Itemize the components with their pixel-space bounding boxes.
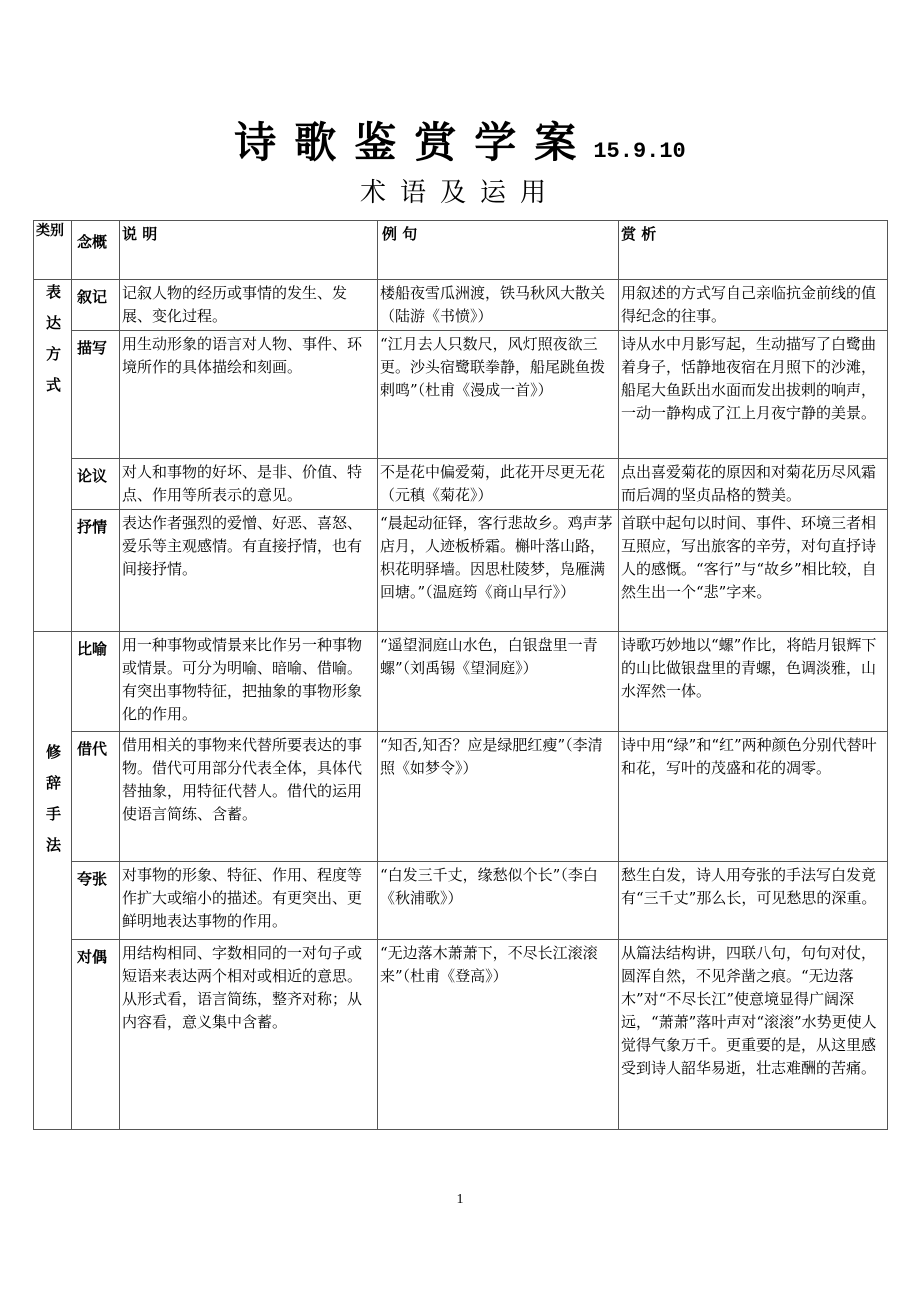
header-analysis: 赏 析 [619, 221, 888, 280]
category-label: 修辞手法 [44, 744, 62, 868]
concept-cell: 论议 [72, 459, 120, 510]
table-row [34, 331, 888, 459]
page-number: 1 [456, 1192, 464, 1207]
terms-table [33, 220, 888, 1130]
example-cell: “白发三千丈，缘愁似个长”（李白《秋浦歌》） [378, 862, 619, 940]
title-date: 15.9.10 [593, 139, 686, 164]
explanation-cell: 借用相关的事物来代替所要表达的事物。借代可用部分代表全体，具体代替抽象，用特征代替人。借代的运用使语言简练、含蓄。 [120, 732, 378, 862]
example-cell: 楼船夜雪瓜洲渡，铁马秋风大散关（陆游《书愤》） [378, 280, 619, 331]
table-row [34, 732, 888, 862]
category-label: 表达方式 [44, 284, 62, 408]
example-cell: “晨起动征铎，客行悲故乡。鸡声茅店月，人迹板桥霜。槲叶落山路，枳花明驿墙。因思杜陵梦，凫雁满回塘。”（温庭筠《商山早行》） [378, 510, 619, 632]
concept-cell: 叙记 [72, 280, 120, 331]
explanation-cell: 用生动形象的语言对人物、事件、环境所作的具体描绘和刻画。 [120, 331, 378, 459]
explanation-cell: 对人和事物的好坏、是非、价值、特点、作用等所表示的意见。 [120, 459, 378, 510]
header-explanation: 说 明 [120, 221, 378, 280]
category-cell [34, 280, 72, 632]
analysis-cell: 诗歌巧妙地以“螺”作比，将皓月银辉下的山比做银盘里的青螺，色调淡雅，山水浑然一体。 [619, 632, 888, 732]
explanation-cell: 用一种事物或情景来比作另一种事物或情景。可分为明喻、暗喻、借喻。有突出事物特征，把抽象的事物形象化的作用。 [120, 632, 378, 732]
example-cell: “遥望洞庭山水色，白银盘里一青螺”（刘禹锡《望洞庭》） [378, 632, 619, 732]
table-row [34, 862, 888, 940]
header-category: 类别 [34, 221, 72, 280]
table-row [34, 280, 888, 331]
analysis-cell: 诗从水中月影写起，生动描写了白鹭曲着身子，恬静地夜宿在月照下的沙滩，船尾大鱼跃出水面而发出拔剌的响声，一动一静构成了江上月夜宁静的美景。 [619, 331, 888, 459]
example-cell: 不是花中偏爱菊，此花开尽更无花（元稹《菊花》） [378, 459, 619, 510]
table-header-row [34, 221, 888, 280]
analysis-cell: 用叙述的方式写自己亲临抗金前线的值得纪念的往事。 [619, 280, 888, 331]
table-row [34, 940, 888, 1130]
header-example: 例 句 [378, 221, 619, 280]
table-row [34, 510, 888, 632]
page-title [0, 110, 920, 170]
table-row [34, 459, 888, 510]
concept-cell: 借代 [72, 732, 120, 862]
title-main: 诗歌鉴赏学案 [234, 118, 595, 167]
analysis-cell: 从篇法结构讲，四联八句，句句对仗，圆浑自然，不见斧凿之痕。“无边落木”对“不尽长江”使意境显得广阔深远，“萧萧”落叶声对“滚滚”水势更使人觉得气象万千。更重要的是，从这里感受到诗人韶华易逝，壮志难酬的苦痛。 [619, 940, 888, 1130]
example-cell: “无边落木萧萧下，不尽长江滚滚来”（杜甫《登高》） [378, 940, 619, 1130]
explanation-cell: 记叙人物的经历或事情的发生、发展、变化过程。 [120, 280, 378, 331]
page-subtitle: 术语及运用 [359, 178, 560, 208]
concept-cell: 描写 [72, 331, 120, 459]
concept-cell: 比喻 [72, 632, 120, 732]
concept-cell: 夸张 [72, 862, 120, 940]
explanation-cell: 对事物的形象、特征、作用、程度等作扩大或缩小的描述。有更突出、更鲜明地表达事物的作用。 [120, 862, 378, 940]
category-cell [34, 632, 72, 1130]
header-concept: 念概 [72, 221, 120, 280]
analysis-cell: 愁生白发，诗人用夸张的手法写白发竟有“三千丈”那么长，可见愁思的深重。 [619, 862, 888, 940]
analysis-cell: 首联中起句以时间、事件、环境三者相互照应，写出旅客的辛劳，对句直抒诗人的感慨。“客行”与“故乡”相比较，自然生出一个“悲”字来。 [619, 510, 888, 632]
example-cell: “知否,知否？应是绿肥红瘦”（李清照《如梦令》） [378, 732, 619, 862]
analysis-cell: 点出喜爱菊花的原因和对菊花历尽风霜而后凋的坚贞品格的赞美。 [619, 459, 888, 510]
concept-cell: 对偶 [72, 940, 120, 1130]
analysis-cell: 诗中用“绿”和“红”两种颜色分别代替叶和花，写叶的茂盛和花的凋零。 [619, 732, 888, 862]
example-cell: “江月去人只数尺，风灯照夜欲三更。沙头宿鹭联拳静，船尾跳鱼拨剌鸣”（杜甫《漫成一首》） [378, 331, 619, 459]
explanation-cell: 用结构相同、字数相同的一对句子或短语来表达两个相对或相近的意思。从形式看，语言简练，整齐对称；从内容看，意义集中含蓄。 [120, 940, 378, 1130]
concept-cell: 抒情 [72, 510, 120, 632]
explanation-cell: 表达作者强烈的爱憎、好恶、喜怒、爱乐等主观感情。有直接抒情，也有间接抒情。 [120, 510, 378, 632]
table-row [34, 632, 888, 732]
